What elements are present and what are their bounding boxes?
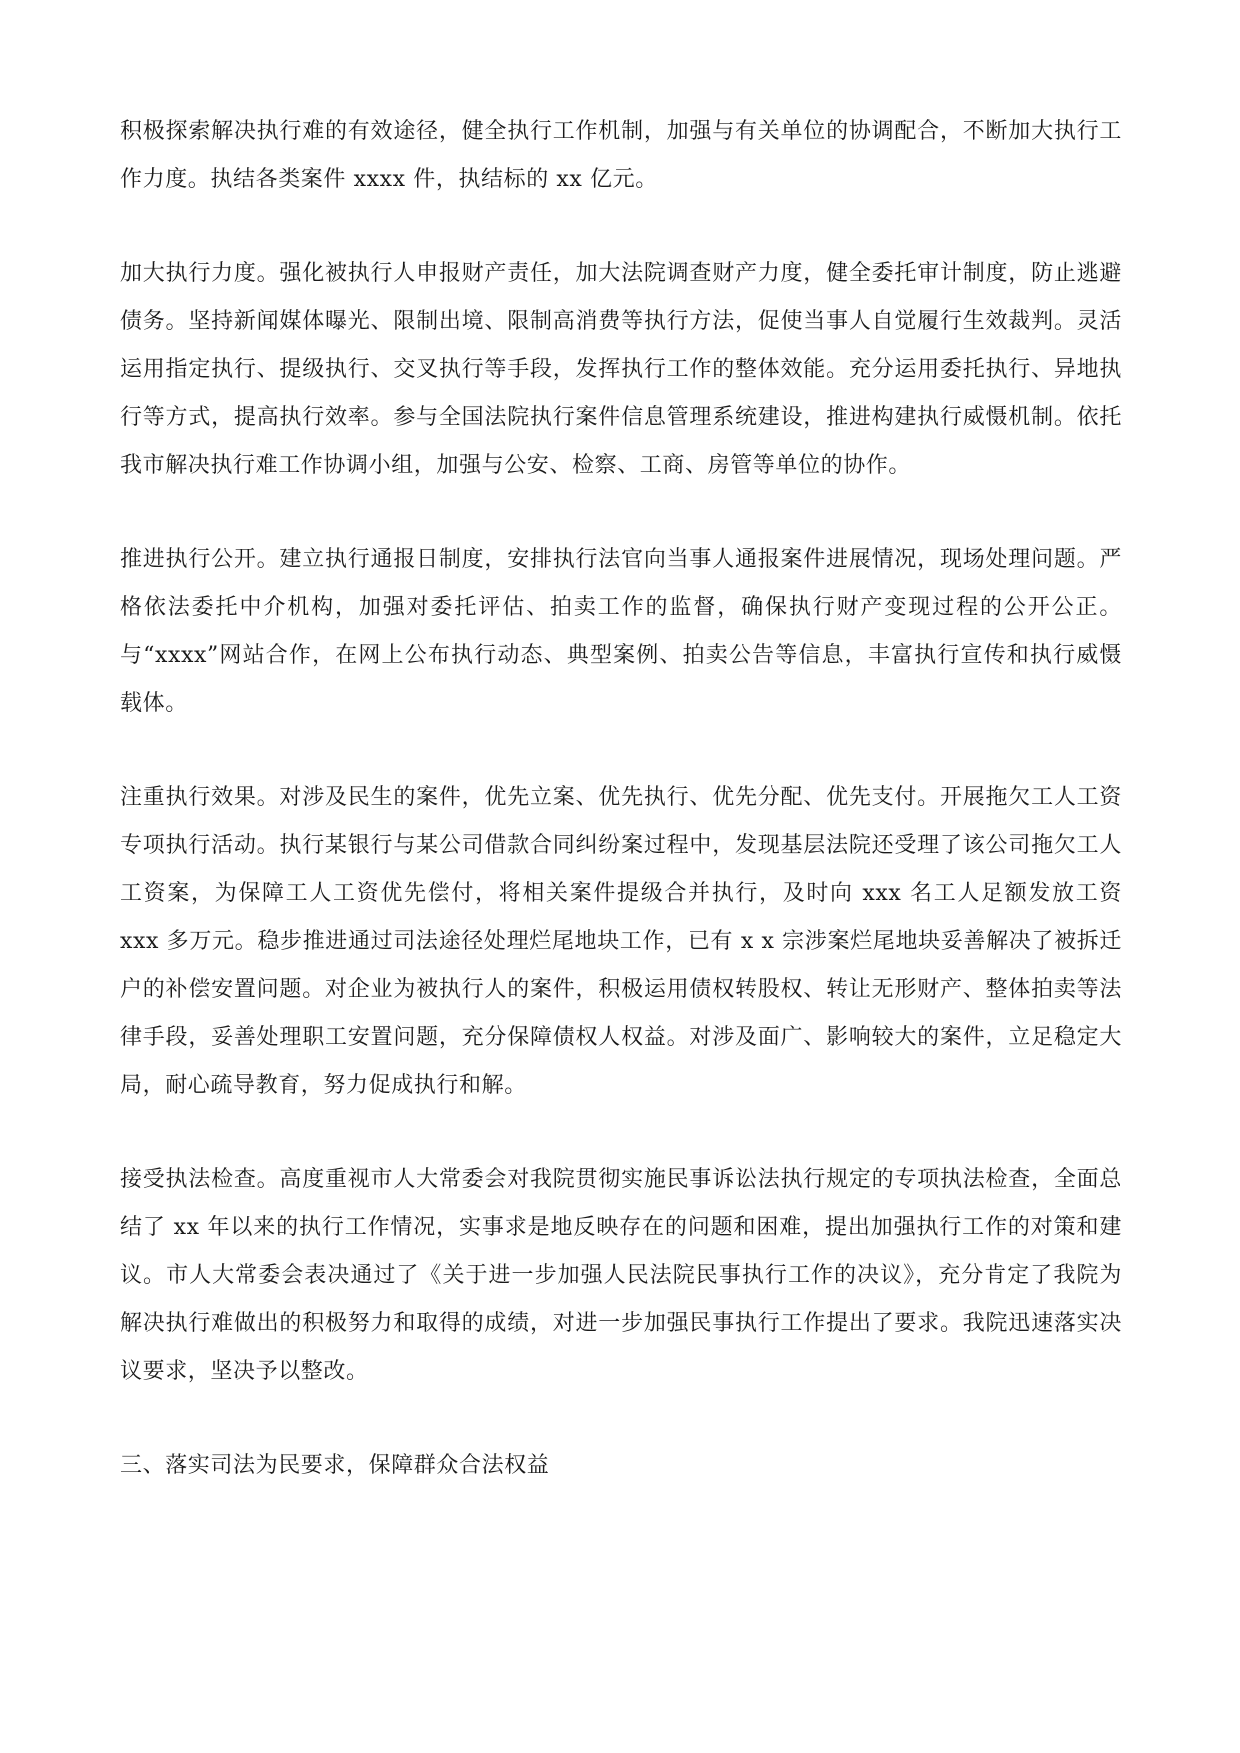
paragraph-execution-openness: 推进执行公开。建立执行通报日制度，安排执行法官向当事人通报案件进展情况，现场处理问题。严格依法委托中介机构，加强对委托评估、拍卖工作的监督，确保执行财产变现过程的公开公正。与“xxxx”网站合作，在网上公布执行动态、典型案例、拍卖公告等信息，丰富执行宣传和执行威慑载体。	[120, 547, 1122, 716]
paragraph-execution-overview: 积极探索解决执行难的有效途径，健全执行工作机制，加强与有关单位的协调配合，不断加大执行工作力度。执结各类案件 xxxx 件，执结标的 xx 亿元。	[120, 119, 1122, 192]
document-page	[120, 108, 1122, 1490]
paragraph-law-inspection: 接受执法检查。高度重视市人大常委会对我院贯彻实施民事诉讼法执行规定的专项执法检查，全面总结了 xx 年以来的执行工作情况，实事求是地反映存在的问题和困难，提出加强执行工作的对策和建议。市人大常委会表决通过了《关于进一步加强人民法院民事执行工作的决议》，充分肯定了我院为解决执行难做出的积极努力和取得的成绩，对进一步加强民事执行工作提出了要求。我院迅速落实决议要求，坚决予以整改。	[120, 1167, 1122, 1384]
paragraph-execution-effect: 注重执行效果。对涉及民生的案件，优先立案、优先执行、优先分配、优先支付。开展拖欠工人工资专项执行活动。执行某银行与某公司借款合同纠纷案过程中，发现基层法院还受理了该公司拖欠工人工资案，为保障工人工资优先偿付，将相关案件提级合并执行，及时向 xxx 名工人足额发放工资 xxx 多万元。稳步推进通过司法途径处理烂尾地块工作，已有 x x 宗涉案烂尾地块妥善解决了被拆迁户的补偿安置问题。对企业为被执行人的案件，积极运用债权转股权、转让无形财产、整体拍卖等法律手段，妥善处理职工安置问题，充分保障债权人权益。对涉及面广、影响较大的案件，立足稳定大局，耐心疏导教育，努力促成执行和解。	[120, 785, 1122, 1098]
paragraph-enforcement-strength: 加大执行力度。强化被执行人申报财产责任，加大法院调查财产力度，健全委托审计制度，防止逃避债务。坚持新闻媒体曝光、限制出境、限制高消费等执行方法，促使当事人自觉履行生效裁判。灵活运用指定执行、提级执行、交叉执行等手段，发挥执行工作的整体效能。充分运用委托执行、异地执行等方式，提高执行效率。参与全国法院执行案件信息管理系统建设，推进构建执行威慑机制。依托我市解决执行难工作协调小组，加强与公安、检察、工商、房管等单位的协作。	[120, 261, 1122, 478]
section-heading: 三、落实司法为民要求，保障群众合法权益	[120, 1453, 550, 1478]
